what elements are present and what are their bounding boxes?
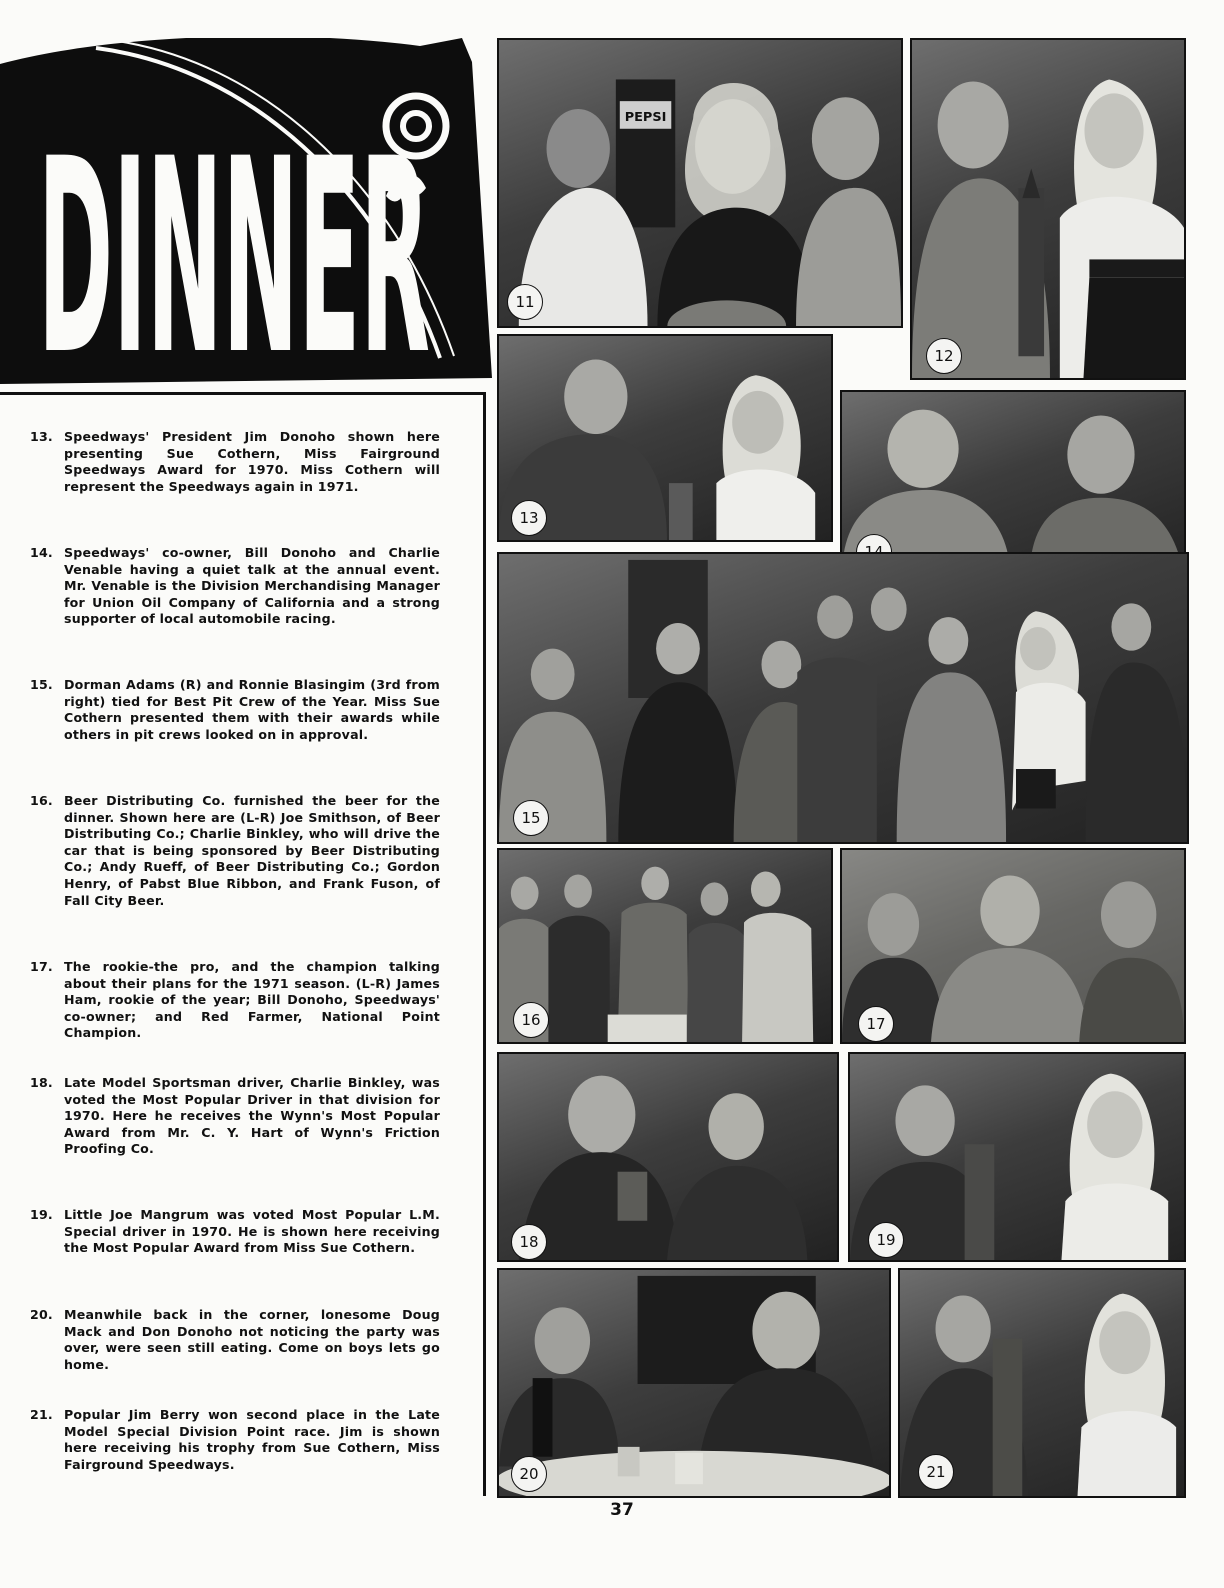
title-banner bbox=[0, 38, 492, 384]
caption-13 bbox=[30, 429, 440, 495]
dinner-title-art bbox=[0, 38, 492, 384]
caption-number: 21. bbox=[30, 1407, 53, 1422]
photo-13 bbox=[497, 334, 833, 542]
photo-20 bbox=[497, 1268, 891, 1498]
caption-number: 17. bbox=[30, 959, 53, 974]
page-number: 37 bbox=[610, 1500, 634, 1520]
caption-text: Dorman Adams (R) and Ronnie Blasingim (3rd from right) tied for Best Pit Crew of the Year. Miss Sue Cothern presented them with their awards while others in pit crews looked on in approval. bbox=[64, 677, 440, 742]
photo-15-scene bbox=[499, 554, 1187, 842]
caption-text: Speedways' co-owner, Bill Donoho and Charlie Venable having a quiet talk at the annual event. Mr. Venable is the Division Merchandising Manager for Union Oil Company of California and a strong supporter of local automobile racing. bbox=[64, 545, 440, 627]
photo-16 bbox=[497, 848, 833, 1044]
photo-13-scene bbox=[499, 336, 831, 540]
photo-21 bbox=[898, 1268, 1186, 1498]
photo-number-badge: 12 bbox=[926, 338, 962, 374]
photo-number-badge: 20 bbox=[511, 1456, 547, 1492]
caption-text: Little Joe Mangrum was voted Most Popular L.M. Special driver in 1970. He is shown here receiving the Most Popular Award from Miss Sue Cothern. bbox=[64, 1207, 440, 1256]
photo-18 bbox=[497, 1052, 839, 1262]
photo-number-badge: 17 bbox=[858, 1006, 894, 1042]
caption-21 bbox=[30, 1407, 440, 1473]
caption-17 bbox=[30, 959, 440, 1042]
page-title: DINNER bbox=[38, 102, 430, 384]
photo-19 bbox=[848, 1052, 1186, 1262]
photo-number-badge: 18 bbox=[511, 1224, 547, 1260]
photo-16-scene bbox=[499, 850, 831, 1042]
caption-15 bbox=[30, 677, 440, 743]
photo-12-scene bbox=[912, 40, 1184, 378]
photo-17-scene bbox=[842, 850, 1184, 1042]
photo-number-badge: 21 bbox=[918, 1454, 954, 1490]
photo-number-badge: 15 bbox=[513, 800, 549, 836]
caption-number: 15. bbox=[30, 677, 53, 692]
photo-20-scene bbox=[499, 1270, 889, 1496]
pepsi-sign: PEPSI bbox=[624, 109, 667, 125]
caption-number: 14. bbox=[30, 545, 53, 560]
photo-15 bbox=[497, 552, 1189, 844]
caption-14 bbox=[30, 545, 440, 628]
caption-18 bbox=[30, 1075, 440, 1158]
caption-text: Beer Distributing Co. furnished the beer for the dinner. Shown here are (L-R) Joe Smithson, of Beer Distributing Co.; Charlie Binkley, who will drive the car that is being sponsored by Beer Distributing Co.; Andy Rueff, of Beer Distributing Co.; Gordon Henry, of Pabst Blue Ribbon, and Frank Fuson, of Fall City Beer. bbox=[64, 793, 440, 908]
caption-20 bbox=[30, 1307, 440, 1373]
caption-text: Speedways' President Jim Donoho shown here presenting Sue Cothern, Miss Fairground Speedways Award for 1970. Miss Cothern will represent the Speedways again in 1971. bbox=[64, 429, 440, 494]
caption-number: 19. bbox=[30, 1207, 53, 1222]
photo-number-badge: 11 bbox=[507, 284, 543, 320]
caption-text: Meanwhile back in the corner, lonesome Doug Mack and Don Donoho not noticing the party was over, were seen still eating. Come on boys lets go home. bbox=[64, 1307, 440, 1372]
photo-11 bbox=[497, 38, 903, 328]
photo-18-scene bbox=[499, 1054, 837, 1260]
captions-panel bbox=[0, 392, 486, 1496]
photo-number-badge: 13 bbox=[511, 500, 547, 536]
caption-16 bbox=[30, 793, 440, 909]
caption-number: 20. bbox=[30, 1307, 53, 1322]
caption-number: 18. bbox=[30, 1075, 53, 1090]
photo-number-badge: 19 bbox=[868, 1222, 904, 1258]
photo-14 bbox=[840, 390, 1186, 578]
photo-12 bbox=[910, 38, 1186, 380]
photo-14-scene bbox=[842, 392, 1184, 576]
caption-number: 13. bbox=[30, 429, 53, 444]
photo-11-scene bbox=[499, 40, 901, 326]
caption-text: The rookie-the pro, and the champion talking about their plans for the 1971 season. (L-R) James Ham, rookie of the year; Bill Donoho, Speedways' co-owner; and Red Farmer, National Point Champion. bbox=[64, 959, 440, 1041]
caption-text: Late Model Sportsman driver, Charlie Binkley, was voted the Most Popular Driver in that division for 1970. Here he receives the Wynn's Most Popular Award from Mr. C. Y. Hart of Wynn's Friction Proofing Co. bbox=[64, 1075, 440, 1157]
photo-number-badge: 16 bbox=[513, 1002, 549, 1038]
photo-17 bbox=[840, 848, 1186, 1044]
caption-number: 16. bbox=[30, 793, 53, 808]
caption-19 bbox=[30, 1207, 440, 1257]
caption-text: Popular Jim Berry won second place in the Late Model Special Division Point race. Jim is shown here receiving his trophy from Sue Cothern, Miss Fairground Speedways. bbox=[64, 1407, 440, 1472]
